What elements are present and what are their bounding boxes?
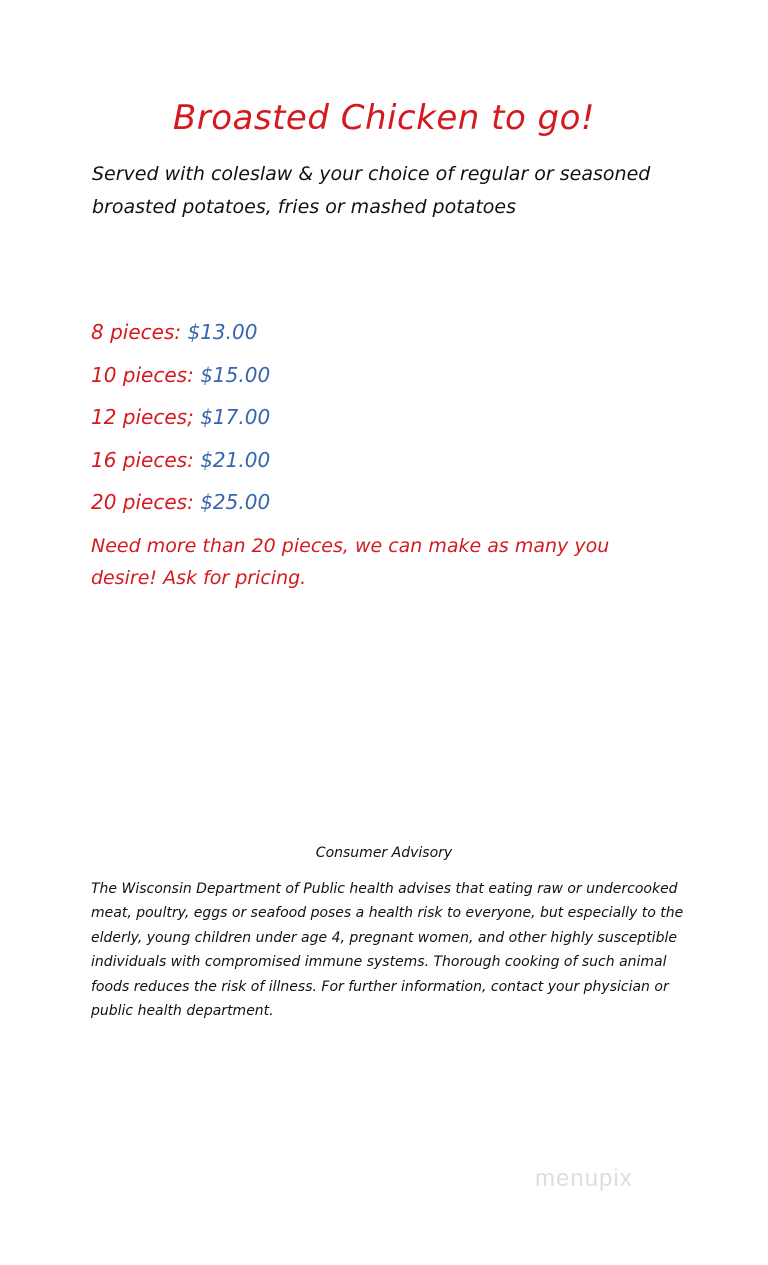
- price-value: $15.00: [200, 362, 271, 387]
- price-value: $21.00: [200, 447, 271, 472]
- price-row: [91, 361, 711, 404]
- price-value: $13.00: [187, 320, 258, 344]
- price-row: [91, 488, 711, 531]
- intro-text: Served with coleslaw & your choice of regular or seasoned broasted potatoes, fries or mashed potatoes: [92, 163, 651, 218]
- price-value: $17.00: [200, 405, 271, 429]
- advisory-text: The Wisconsin Department of Public health advises that eating raw or undercooked meat, poultry, eggs or seafood poses a health risk to everyone, but especially to the elderly, young children under age 4, pregnant women, and other highly susceptible individuals with compromised immune systems. Thorough cooking of such animal foods reduces the risk of illness. For further information, contact your physician or public health department.: [91, 881, 684, 1020]
- piece-count: 20 pieces:: [91, 490, 194, 514]
- price-value: $25.00: [200, 490, 271, 514]
- page-title: Broasted Chicken to go!: [172, 98, 596, 138]
- piece-count: 16 pieces:: [91, 447, 194, 472]
- watermark-logo: menupix: [535, 1165, 633, 1192]
- price-row: [91, 318, 711, 361]
- bulk-order-note: Need more than 20 pieces, we can make as many you desire! Ask for pricing.: [91, 535, 610, 589]
- price-row: [91, 446, 711, 489]
- advisory-heading: Consumer Advisory: [315, 845, 453, 861]
- price-row: [91, 403, 711, 446]
- piece-count: 10 pieces:: [91, 362, 194, 387]
- piece-count: 12 pieces;: [91, 405, 194, 429]
- price-list: [91, 318, 711, 531]
- piece-count: 8 pieces:: [91, 320, 182, 344]
